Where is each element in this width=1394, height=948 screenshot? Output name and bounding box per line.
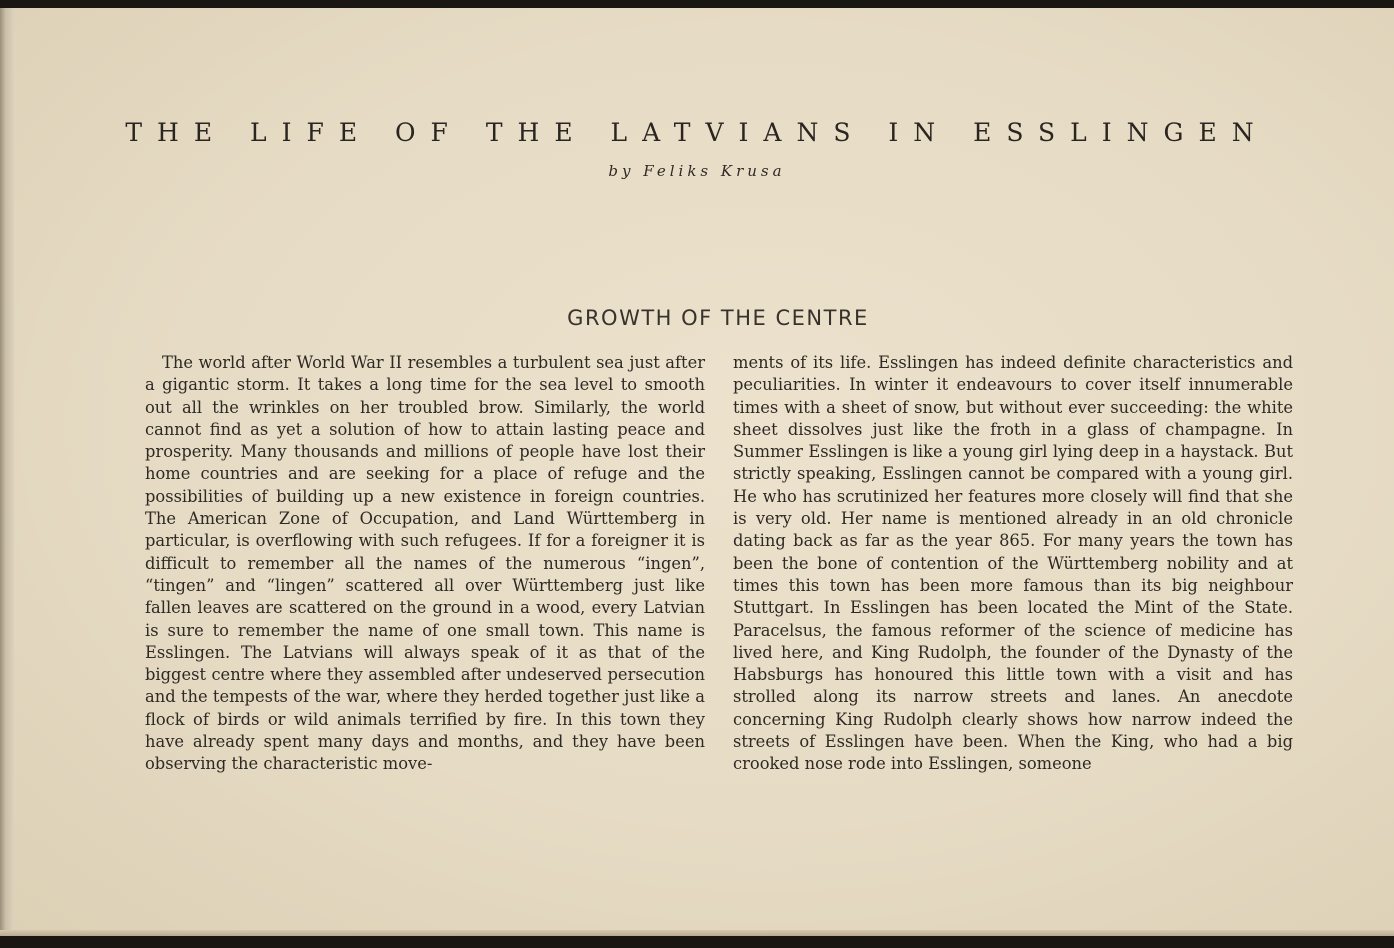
- page-bottom-edge: [0, 930, 1394, 936]
- book-spine: [0, 8, 14, 936]
- text-column-right: ments of its life. Esslingen has indeed definite characteristics and peculiarities. In winter it endeavours to cover itself innumerable times with a sheet of snow, but without ever succeeding: the white sheet dissolves just like the froth in a glass of champagne. In Summer Esslingen is like a young girl lying deep in a haystack. But strictly speaking, Esslingen cannot be compared with a young girl. He who has scrutinized her features more closely will find that she is very old. Her name is mentioned already in an old chronicle dating back as far as the year 865. For many years the town has been the bone of contention of the Württemberg nobility and at times this town has been more famous than its big neighbour Stuttgart. In Esslingen has been located the Mint of the State. Paracelsus, the famous reformer of the science of medicine has lived here, and King Rudolph, the founder of the Dynasty of the Habsburgs has honoured this little town with a visit and has strolled along its narrow streets and lanes. An anecdote concerning King Rudolph clearly shows how narrow indeed the streets of Esslingen have been. When the King, who had a big crooked nose rode into Esslingen, someone: [733, 353, 1293, 774]
- book-page: [0, 8, 1394, 936]
- article-byline: by Feliks Krusa: [608, 162, 786, 180]
- section-heading: GROWTH OF THE CENTRE: [567, 306, 869, 330]
- text-column-left: The world after World War II resembles a turbulent sea just after a gigantic storm. It takes a long time for the sea level to smooth out all the wrinkles on her troubled brow. Similarly, the world cannot find as yet a solution of how to attain lasting peace and prosperity. Many thousands and millions of people have lost their home countries and are seeking for a place of refuge and the possibilities of building up a new existence in foreign countries. The American Zone of Occupation, and Land Württemberg in particular, is overflowing with such refugees. If for a foreigner it is difficult to remember all the names of the numerous “ingen”, “tingen” and “lingen” scattered all over Württemberg just like fallen leaves are scattered on the ground in a wood, every Latvian is sure to remember the name of one small town. This name is Esslingen. The Latvians will always speak of it as that of the biggest centre where they assembled after undeserved persecution and the tempests of the war, where they herded together just like a flock of birds or wild animals terrified by fire. In this town they have already spent many days and months, and they have been observing the characteristic move-: [145, 353, 705, 774]
- article-title: THE LIFE OF THE LATVIANS IN ESSLINGEN: [125, 118, 1269, 147]
